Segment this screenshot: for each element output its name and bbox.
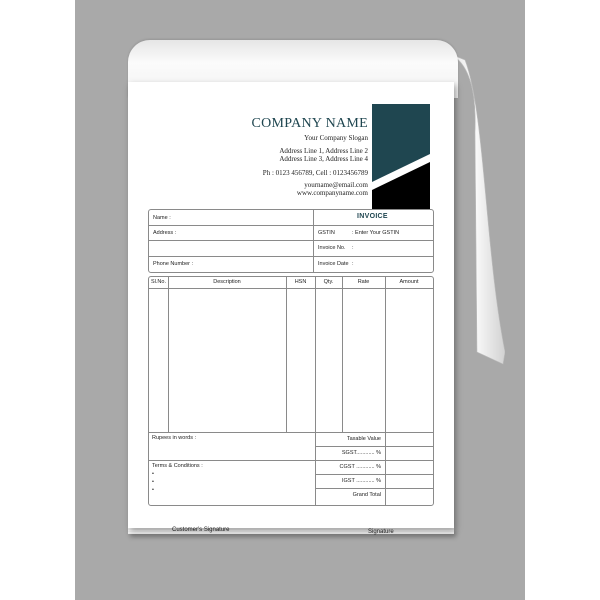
- company-name: COMPANY NAME: [251, 116, 368, 131]
- invoice-date-sep: :: [352, 261, 354, 267]
- phone-label: Phone Number :: [153, 261, 194, 267]
- igst-label: IGST ............ %: [341, 478, 381, 484]
- terms-bullet: •: [152, 487, 154, 493]
- invoice-number-sep: :: [352, 245, 354, 251]
- address-line-2: Address Line 3, Address Line 4: [279, 155, 368, 163]
- taxable-value-label: Taxable Value: [346, 436, 381, 442]
- grand-total-label: Grand Total: [352, 492, 381, 498]
- invoice-number-label: Invoice No.: [318, 245, 346, 251]
- invoice-date-label: Invoice Date: [318, 261, 349, 267]
- col-hsn: HSN: [294, 279, 307, 285]
- terms-bullet: •: [152, 479, 154, 485]
- gstin-value: : Enter Your GSTIN: [352, 230, 400, 236]
- terms-label: Terms & Conditions :: [152, 463, 203, 469]
- company-slogan: Your Company Slogan: [304, 134, 368, 142]
- invoice-page: [128, 82, 454, 535]
- invoice-title: INVOICE: [357, 213, 388, 220]
- address-line-1: Address Line 1, Address Line 2: [279, 147, 368, 155]
- sgst-label: SGST............ %: [341, 450, 381, 456]
- col-amount: Amount: [399, 279, 419, 285]
- terms-bullet: •: [152, 471, 154, 477]
- gstin-label: GSTIN: [318, 230, 335, 236]
- name-label: Name :: [153, 215, 171, 221]
- details-box: [148, 209, 434, 273]
- col-qty: Qty.: [323, 279, 334, 285]
- company-email: yourname@email.com: [304, 181, 368, 189]
- rupees-in-words-label: Rupees in words :: [152, 435, 197, 441]
- col-rate: Rate: [357, 279, 370, 285]
- signature-label: Signature: [368, 529, 394, 535]
- company-website: www.companyname.com: [296, 189, 368, 197]
- items-table: [148, 276, 434, 506]
- cgst-label: CGST ............ %: [339, 464, 381, 470]
- col-description: Description: [213, 279, 241, 285]
- customer-signature-label: Customer's Signature: [172, 527, 230, 533]
- col-slno: Sl.No.: [151, 279, 166, 285]
- address-label: Address :: [153, 230, 177, 236]
- page-curl: [445, 52, 505, 367]
- company-phone: Ph : 0123 456789, Cell : 0123456789: [262, 169, 368, 177]
- brand-graphic: [372, 104, 430, 210]
